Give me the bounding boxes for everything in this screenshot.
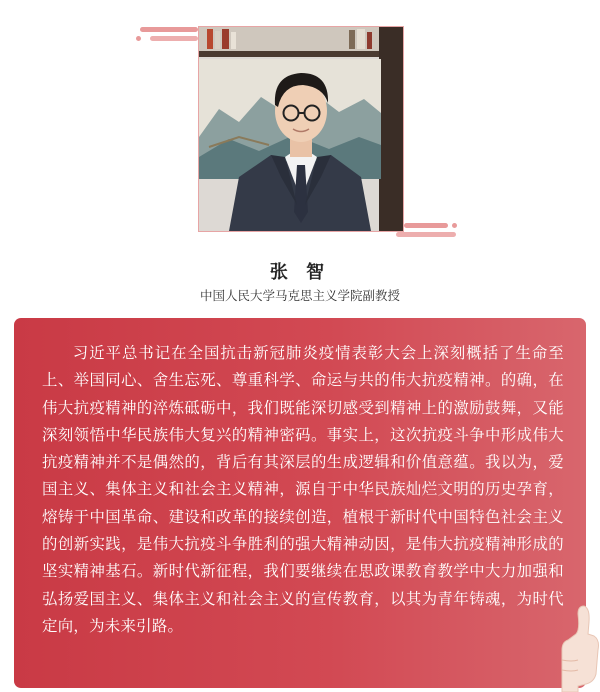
person-title: 中国人民大学马克思主义学院副教授 xyxy=(199,288,400,303)
deco-dot xyxy=(452,223,457,228)
deco-line xyxy=(140,27,198,32)
quote-text: 习近平总书记在全国抗击新冠肺炎疫情表彰大会上深刻概括了生命至上、举国同心、舍生忘死、尊重科学、命运与共的伟大抗疫精神。的确，在伟大抗疫精神的淬炼砥砺中，我们既能深切感受到精神上的激励鼓舞，又能深刻领悟中华民族伟大复兴的精神密码。事实上，这次抗疫斗争中形成伟大抗疫精神并不是偶然的，背后有其深层的生成逻辑和价值意蕴。我以为，爱国主义、集体主义和社会主义精神，源自于中华民族灿烂文明的历史孕育，熔铸于中国革命、建设和改革的接续创造，植根于新时代中国特色社会主义的创新实践，是伟大抗疫斗争胜利的强大精神动因，是伟大抗疫精神形成的坚实精神基石。新时代新征程，我们要继续在思政课教育教学中大力加强和弘扬爱国主义、集体主义和社会主义的宣传教育，以其为青年铸魂，为时代定向，为未来引路。 xyxy=(42,344,564,635)
deco-dot xyxy=(136,36,141,41)
deco-line xyxy=(396,232,456,237)
deco-line xyxy=(404,223,448,228)
person-name: 张 智 xyxy=(269,262,331,283)
deco-line xyxy=(150,36,198,41)
thumbs-up-hand-icon xyxy=(548,604,600,692)
quote-card xyxy=(14,318,586,688)
portrait-illustration xyxy=(199,27,403,231)
portrait-photo xyxy=(198,26,404,232)
